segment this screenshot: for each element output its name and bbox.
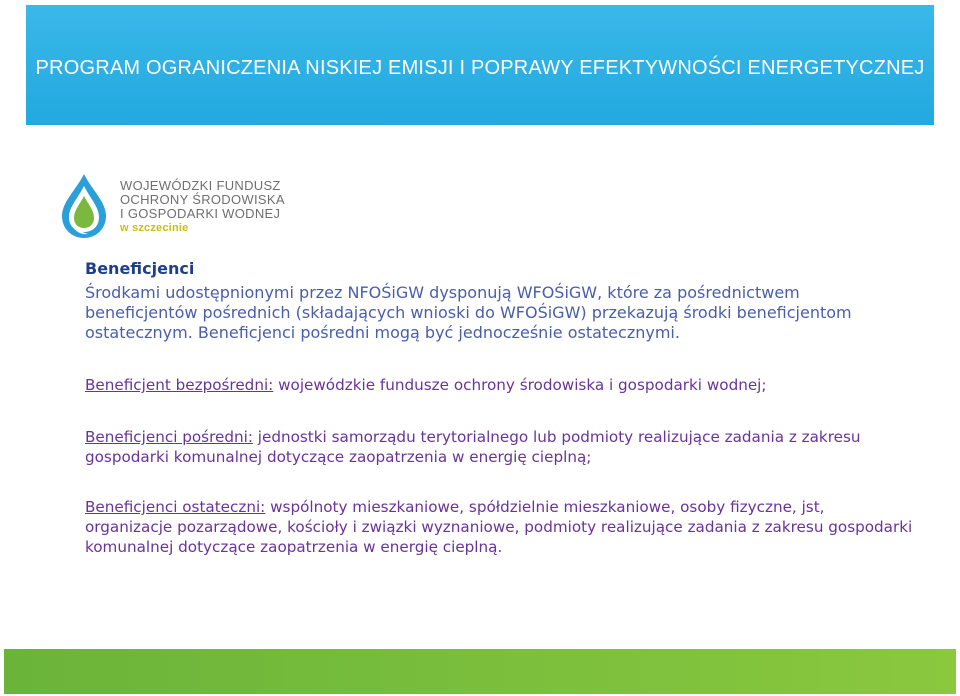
section-text: wojewódzkie fundusze ochrony środowiska i gospodarki wodnej; xyxy=(273,376,767,394)
footer-bar xyxy=(4,649,956,694)
section-label: Beneficjenci pośredni: xyxy=(85,428,253,446)
intro-paragraph: Środkami udostępnionymi przez NFOŚiGW dysponują WFOŚiGW, które za pośrednictwem beneficjentów pośrednich (składających wnioski do WFOŚiGW) przekazują środki beneficjentom ostatecznym. Beneficjenci pośredni mogą być jednocześnie ostatecznymi. xyxy=(85,283,852,342)
intermediate-beneficiaries xyxy=(85,427,915,467)
page-title: PROGRAM OGRANICZENIA NISKIEJ EMISJI I POPRAWY EFEKTYWNOŚCI ENERGETYCZNEJ xyxy=(35,57,925,79)
wfosigw-logo xyxy=(58,172,288,242)
section-text: wspólnoty mieszkaniowe, spółdzielnie mieszkaniowe, osoby fizyczne, jst, organizacje pozarządowe, kościoły i związki wyznaniowe, podmioty realizujące zadania z zakresu gospodarki komunalnej dotyczące zaopatrzenia w energię cieplną. xyxy=(85,498,913,556)
final-beneficiaries xyxy=(85,497,915,557)
logo-line: I GOSPODARKI WODNEJ xyxy=(120,206,281,221)
section-label: Beneficjenci ostateczni: xyxy=(85,498,266,516)
title-banner xyxy=(26,5,934,125)
water-drop-icon xyxy=(58,172,110,240)
direct-beneficiary xyxy=(85,375,915,395)
logo-wordmark xyxy=(120,179,285,221)
section-heading: Beneficjenci xyxy=(85,259,195,278)
section-label: Beneficjent bezpośredni: xyxy=(85,376,274,394)
logo-line: WOJEWÓDZKI FUNDUSZ xyxy=(120,178,281,193)
logo-line: OCHRONY ŚRODOWISKA xyxy=(120,192,285,207)
section-text: jednostki samorządu terytorialnego lub podmioty realizujące zadania z zakresu gospodarki komunalnej dotyczące zaopatrzenia w energię cieplną; xyxy=(85,428,861,466)
logo-subtitle: w szczecinie xyxy=(120,222,189,234)
